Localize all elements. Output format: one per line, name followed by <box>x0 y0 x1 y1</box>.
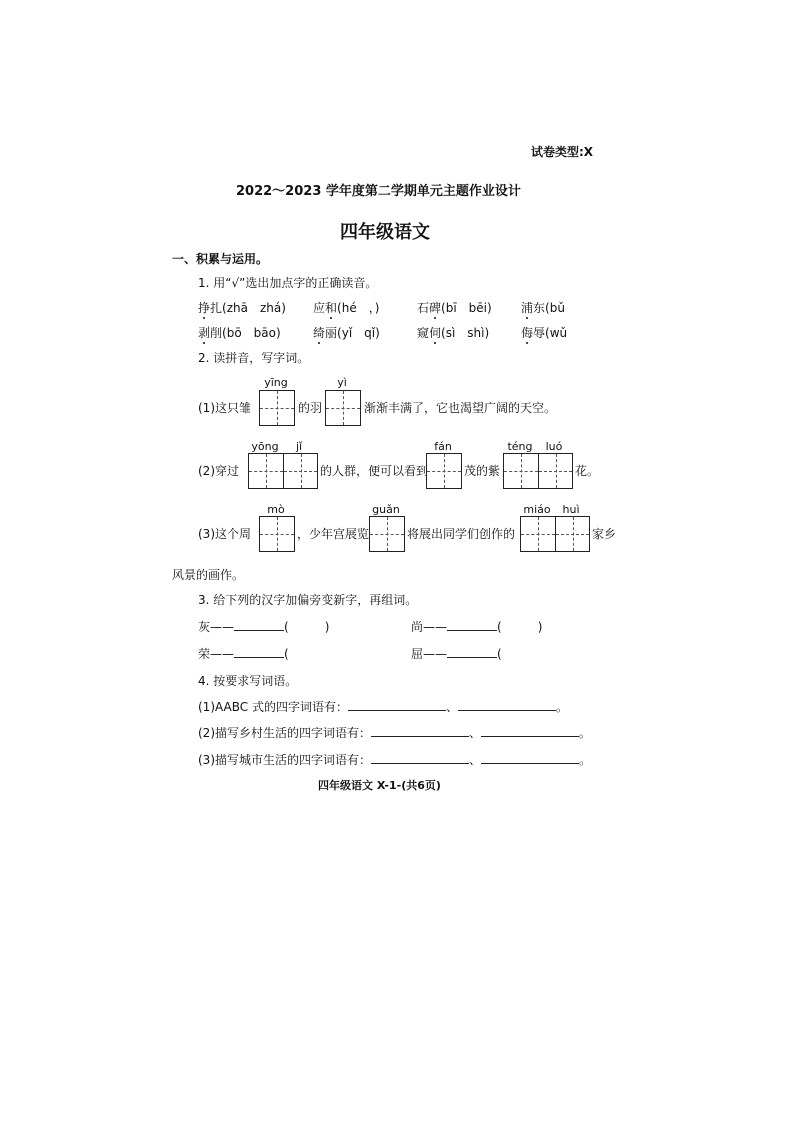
pinyin-label: fán <box>434 440 452 453</box>
page-title: 四年级语文 <box>340 222 430 243</box>
dotted-char: 碑 <box>429 301 442 315</box>
sentence-text: (1)这只雏 <box>198 401 251 415</box>
dotted-char: 绮 <box>313 326 326 340</box>
q1-item: 石碑(bī bēi) <box>417 301 492 315</box>
dotted-char: 挣 <box>198 301 211 315</box>
pinyin-label: guǎn <box>372 503 400 516</box>
pinyin-label: yīng <box>264 376 288 389</box>
pinyin-label: yì <box>337 376 347 389</box>
sentence-text: 渐渐丰满了，它也渴望广阔的天空。 <box>364 401 557 415</box>
answer-blank[interactable] <box>234 645 284 658</box>
q1-item: 应和(hé ，) <box>313 301 380 315</box>
q1-item: 绮丽(yǐ qǐ) <box>313 326 380 340</box>
answer-blank[interactable] <box>348 698 446 711</box>
sentence-text: 花。 <box>575 464 600 478</box>
q4-item: (3)描写城市生活的四字词语有： 、 。 <box>198 753 592 767</box>
answer-blank[interactable] <box>458 698 556 711</box>
writing-grid[interactable] <box>520 516 590 552</box>
q1-item: 侮辱(wǔ <box>521 326 568 340</box>
q1-item: 挣扎(zhā zhá) <box>198 301 286 315</box>
sentence-text: 风景的画作。 <box>172 568 245 582</box>
answer-blank[interactable] <box>371 751 469 764</box>
answer-blank[interactable] <box>447 645 497 658</box>
q4-item: (1)AABC 式的四字词语有： 、 。 <box>198 700 568 714</box>
pinyin-label: mò <box>267 503 285 516</box>
dotted-char: 侮 <box>521 326 534 340</box>
sentence-text: 的羽 <box>298 401 323 415</box>
writing-grid[interactable] <box>259 390 295 426</box>
section-title: 一、积累与运用。 <box>172 252 269 266</box>
sentence-text: 茂的紫 <box>464 464 501 478</box>
q3-item: 屈—— ( <box>411 647 502 661</box>
answer-blank[interactable] <box>371 724 469 737</box>
writing-grid[interactable] <box>503 453 573 489</box>
term-title: 2022～2023 学年度第二学期单元主题作业设计 <box>236 184 521 199</box>
sentence-text: 的人群，便可以看到 <box>320 464 429 478</box>
dotted-char: 剥 <box>198 326 211 340</box>
writing-grid[interactable] <box>325 390 361 426</box>
q1-item: 剥削(bō bāo) <box>198 326 281 340</box>
paper-type: 试卷类型:X <box>531 145 594 159</box>
page-footer: 四年级语文 X-1-(共6页) <box>318 779 441 792</box>
pinyin-label: yōng <box>251 440 279 453</box>
pinyin-label: huì <box>562 503 580 516</box>
writing-grid[interactable] <box>369 516 405 552</box>
q1-item: 浦东(bǔ <box>521 301 565 315</box>
q3-prompt: 3. 给下列的汉字加偏旁变新字，再组词。 <box>198 593 418 607</box>
dotted-char: 浦 <box>521 301 534 315</box>
q2-prompt: 2. 读拼音，写字词。 <box>198 351 310 365</box>
answer-blank[interactable] <box>447 618 497 631</box>
answer-blank[interactable] <box>481 751 579 764</box>
writing-grid[interactable] <box>248 453 318 489</box>
sentence-text: 将展出同学们创作的 <box>407 527 516 541</box>
answer-blank[interactable] <box>234 618 284 631</box>
pinyin-label: luó <box>545 440 563 453</box>
answer-blank[interactable] <box>481 724 579 737</box>
q1-item: 窥伺(sì shì) <box>417 326 490 340</box>
q3-item: 尚—— ( ) <box>411 620 543 634</box>
q3-item: 灰—— ( ) <box>198 620 330 634</box>
writing-grid[interactable] <box>426 453 462 489</box>
q3-item: 荣—— ( <box>198 647 289 661</box>
sentence-text: (3)这个周 <box>198 527 251 541</box>
dotted-char: 和 <box>325 301 338 315</box>
dotted-char: 伺 <box>429 326 442 340</box>
sentence-text: (2)穿过 <box>198 464 239 478</box>
pinyin-label: téng <box>507 440 533 453</box>
q4-item: (2)描写乡村生活的四字词语有： 、 。 <box>198 726 592 740</box>
pinyin-label: miáo <box>523 503 551 516</box>
sentence-text: ，少年宫展览 <box>297 527 370 541</box>
pinyin-label: jǐ <box>295 440 303 453</box>
sentence-text: 家乡 <box>592 527 617 541</box>
q4-prompt: 4. 按要求写词语。 <box>198 674 298 688</box>
q1-prompt: 1. 用“√”选出加点字的正确读音。 <box>198 276 378 290</box>
writing-grid[interactable] <box>259 516 295 552</box>
